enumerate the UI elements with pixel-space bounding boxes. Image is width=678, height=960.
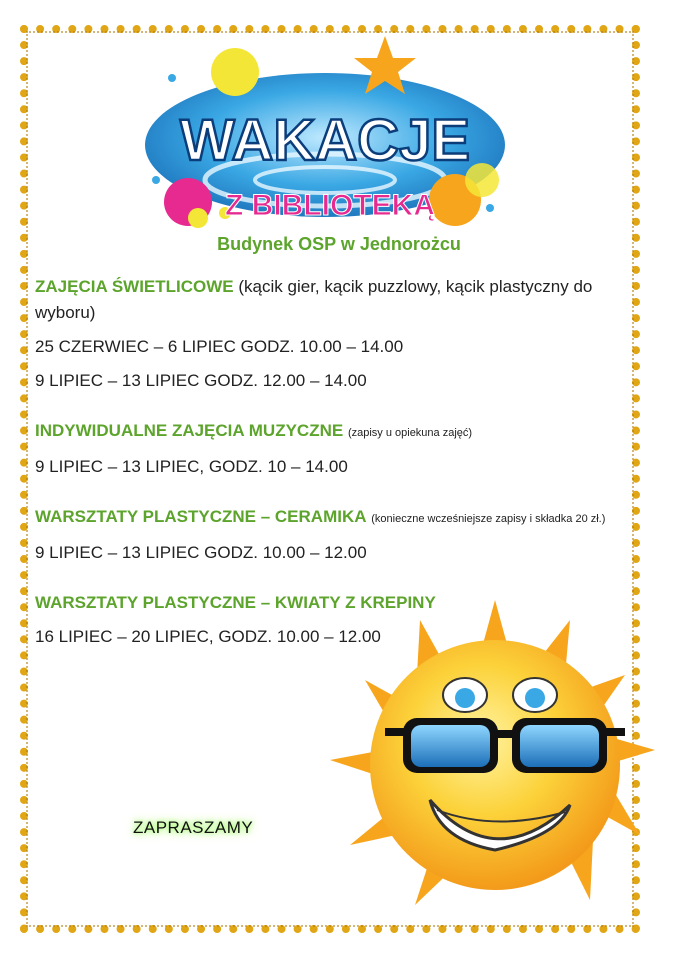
date-line: 25 CZERWIEC – 6 LIPIEC GODZ. 10.00 – 14.00	[35, 337, 404, 356]
section-heading: ZAJĘCIA ŚWIETLICOWE	[35, 277, 234, 296]
section-2	[35, 418, 625, 446]
sun-illustration	[325, 600, 655, 920]
section-heading: WARSZTATY PLASTYCZNE – CERAMIKA	[35, 507, 367, 526]
section-3	[35, 504, 625, 532]
z-biblioteka-title: Z BIBLIOTEKĄ	[225, 189, 435, 222]
section-heading: INDYWIDUALNE ZAJĘCIA MUZYCZNE	[35, 421, 344, 440]
section-note: (zapisy u opiekuna zajęć)	[347, 427, 473, 439]
section-1	[35, 274, 625, 326]
section-note: (kącik gier, kącik puzzlowy, kącik plastyczny do wyboru)	[35, 277, 593, 322]
section-note: (konieczne wcześniejsze zapisy i składka 20 zł.)	[371, 513, 606, 525]
wakacje-title: WAKACJE	[179, 108, 471, 173]
schedule	[35, 274, 625, 650]
invite-text: ZAPRASZAMY	[133, 818, 254, 837]
location-subtitle: Budynek OSP w Jednorożcu	[217, 234, 461, 254]
date-line: 16 LIPIEC – 20 LIPIEC, GODZ. 10.00 – 12.00	[35, 627, 381, 646]
date-line: 9 LIPIEC – 13 LIPIEC, GODZ. 10 – 14.00	[35, 457, 348, 476]
section-heading: WARSZTATY PLASTYCZNE – KWIATY Z KREPINY	[35, 593, 436, 612]
date-line: 9 LIPIEC – 13 LIPIEC GODZ. 10.00 – 12.00	[35, 543, 367, 562]
yellow-circle-small	[188, 208, 208, 228]
yellow-circle	[211, 48, 259, 96]
header-logo	[140, 30, 520, 245]
date-line: 9 LIPIEC – 13 LIPIEC GODZ. 12.00 – 14.00	[35, 371, 367, 390]
